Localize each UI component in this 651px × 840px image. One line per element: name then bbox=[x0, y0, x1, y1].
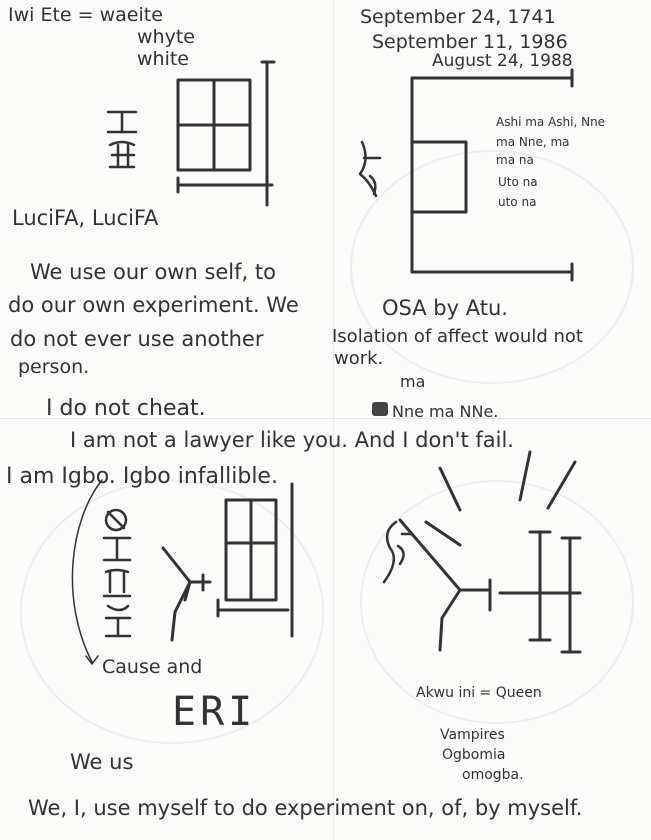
vertical-glyph-top-right bbox=[360, 142, 380, 196]
own-experiment-line-3: do not ever use another bbox=[10, 327, 264, 351]
i-am-igbo-line: I am Igbo. Igbo infallible. bbox=[6, 464, 278, 489]
a-ma-a-line: ma bbox=[400, 372, 426, 391]
window-grid-diagram-bottom-left bbox=[163, 484, 292, 640]
vampires-word: Vampires bbox=[440, 727, 505, 743]
isolation-line-1: Isolation of affect would not bbox=[332, 326, 583, 347]
do-not-cheat-line: I do not cheat. bbox=[46, 396, 206, 421]
nne-ma-nne-line: Nne ma NNe. bbox=[392, 402, 499, 421]
vertical-glyph-bottom-left bbox=[72, 480, 130, 664]
akwu-queen-line: Akwu ini = Queen bbox=[416, 685, 542, 701]
iwi-ete-line: Iwi Ete = waeite bbox=[8, 4, 163, 26]
date-1986: September 11, 1986 bbox=[372, 31, 568, 53]
ashi-note-line-4: Uto na bbox=[498, 175, 538, 189]
white-word: white bbox=[137, 48, 189, 70]
ogbomia-word: Ogbomia bbox=[442, 747, 506, 763]
lucifa-line: LuciFA, LuciFA bbox=[12, 206, 159, 230]
not-a-lawyer-line: I am not a lawyer like you. And I don't fail. bbox=[70, 428, 514, 452]
own-experiment-line-1: We use our own self, to bbox=[30, 260, 276, 284]
whyte-word: whyte bbox=[137, 26, 195, 48]
footer-line: We, I, use myself to do experiment on, of, by myself. bbox=[28, 796, 583, 820]
ashi-note-line-2: ma Nne, ma bbox=[496, 135, 570, 149]
isolation-line-2: work. bbox=[334, 348, 384, 369]
h-glyph-diagram-bottom-right bbox=[400, 452, 580, 652]
ashi-note-line-1: Ashi ma Ashi, Nne bbox=[496, 115, 606, 129]
osa-line: OSA by Atu. bbox=[382, 296, 508, 320]
own-experiment-line-4: person. bbox=[18, 356, 90, 378]
ashi-note-line-3: ma na bbox=[496, 153, 534, 167]
date-1988: August 24, 1988 bbox=[432, 51, 573, 71]
date-1741: September 24, 1741 bbox=[360, 6, 556, 28]
omogba-word: omogba. bbox=[462, 767, 524, 783]
box-diagram-top-right bbox=[412, 70, 572, 280]
ashi-note-line-5: uto na bbox=[498, 195, 537, 209]
eri-word: ERI bbox=[172, 689, 257, 735]
scribble-mark bbox=[372, 402, 388, 416]
own-experiment-line-2: do our own experiment. We bbox=[8, 293, 299, 317]
we-us-line: We us bbox=[70, 750, 134, 774]
window-grid-diagram-top-left bbox=[178, 62, 274, 205]
cause-and-line: Cause and bbox=[102, 656, 203, 678]
vertical-glyph-top-left bbox=[108, 112, 136, 167]
